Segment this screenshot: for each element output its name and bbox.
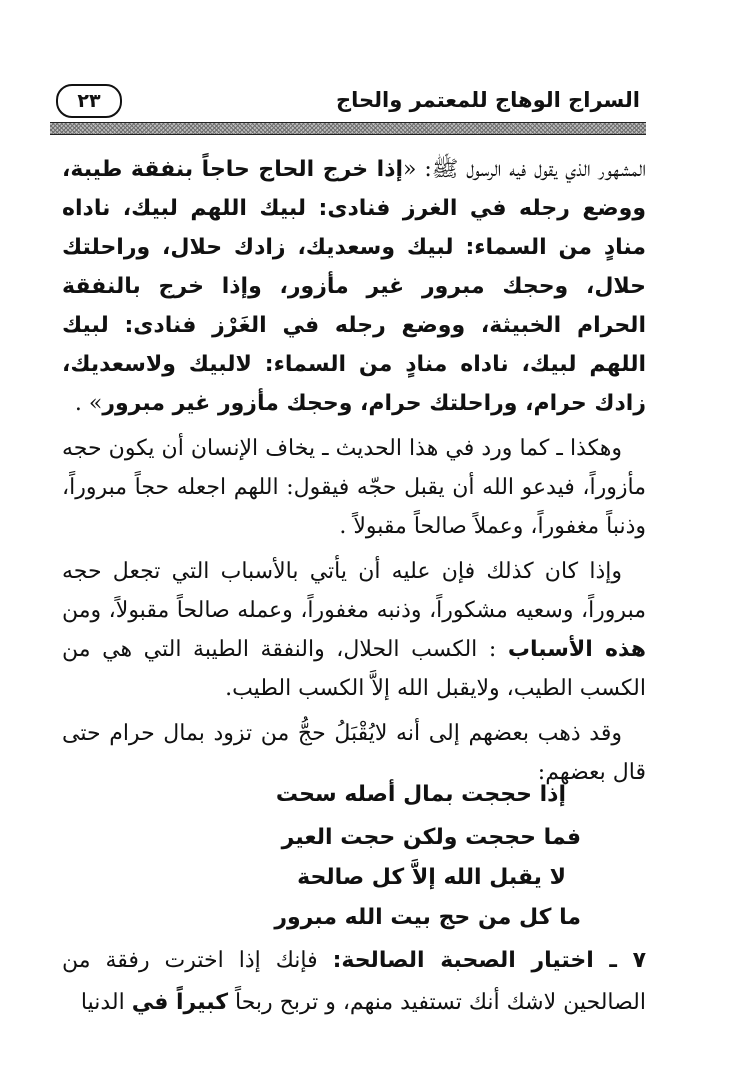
causes-paragraph <box>62 552 646 708</box>
hadith-intro: المشهور الذي يقول فيه الرسول ﷺ: « <box>403 157 647 182</box>
header-divider <box>50 122 646 135</box>
verse-2: فما حججت ولكن حجت العير <box>281 825 581 850</box>
causes-text: : الكسب الحلال، والنفقة الطيبة التي هي من الكسب الطيب، ولايقبل الله إلاَّ الكسب الطيب. <box>62 637 646 701</box>
causes-heading: هذه الأسباب <box>507 637 647 662</box>
companions-text: فإنك إذا اخترت رفقة من الصالحين لاشك أنك تستفيد منهم، و تربح ربحاً <box>62 948 646 1015</box>
verse-4: ما كل من حج بيت الله مبرور <box>274 905 581 930</box>
companions-paragraph <box>62 940 646 1024</box>
hadith-close: » . <box>74 391 103 416</box>
body-text <box>62 150 646 798</box>
running-title: السراج الوهاج للمعتمر والحاج <box>335 88 640 112</box>
hadith-paragraph <box>62 150 646 423</box>
companions-bold: كبيراً في <box>131 990 228 1015</box>
companions-end: الدنيا <box>80 990 132 1015</box>
poem-intro-paragraph: وقد ذهب بعضهم إلى أنه لايُقْبَلُ حجُّ من تزود بمال حرام حتى قال بعضهم: <box>62 721 646 785</box>
causes-intro: وإذا كان كذلك فإن عليه أن يأتي بالأسباب التي تجعل حجه مبروراً، وسعيه مشكوراً، وذنبه مغفوراً، وعمله صالحاً مقبولاً، ومن <box>62 559 646 623</box>
page-header <box>50 82 646 122</box>
dua-paragraph: وهكذا ـ كما ورد في هذا الحديث ـ يخاف الإنسان أن يكون حجه مأزوراً، فيدعو الله أن يقبل حجّه فيقول: اللهم اجعله حجاً مبروراً، وذنباً مغفوراً، وعملاً صالحاً مقبولاً . <box>62 436 646 539</box>
verse-1: إذا حججت بمال أصله سحت <box>275 782 566 807</box>
verse-3: لا يقبل الله إلاَّ كل صالحة <box>297 865 566 890</box>
hadith-text: إذا خرج الحاج حاجاً بنفقة طيبة، ووضع رجله في الغرز فنادى: لبيك اللهم لبيك، ناداه منادٍ من السماء: لبيك وسعديك، زادك حلال، وراحلتك حلال، وحجك مبرور غير مأزور، وإذا خرج بالنفقة الحرام الخبيثة، ووضع رجله في الغَرْز فنادى: لبيك اللهم لبيك، ناداه منادٍ من السماء: لالبيك ولاسعديك، زادك حرام، وراحلتك حرام، وحجك مأزور غير مبرور <box>62 157 646 416</box>
page-number: ٢٣ <box>56 84 122 118</box>
section-heading: ٧ ـ اختيار الصحبة الصالحة: <box>332 948 647 973</box>
